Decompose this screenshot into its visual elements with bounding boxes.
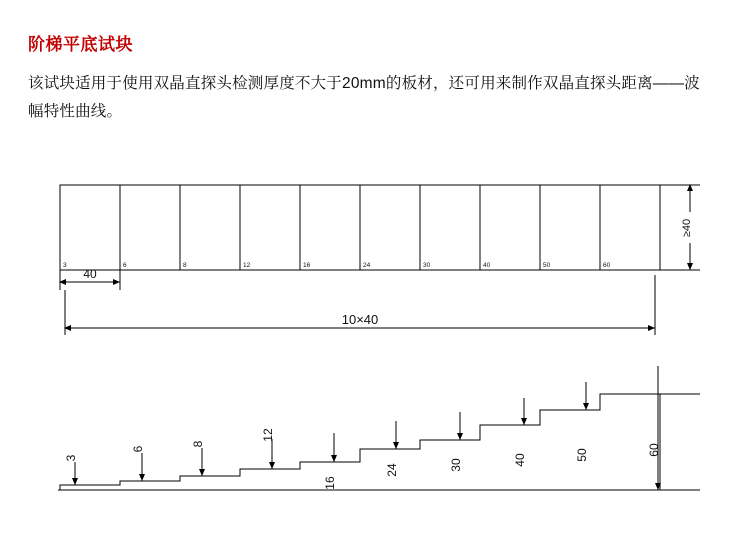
step-block-figure — [0, 150, 750, 550]
plan-step-number: 12 — [243, 262, 251, 269]
plan-step-numbers — [63, 262, 611, 269]
elevation-height-label: 30 — [449, 458, 463, 472]
plan-step-number: 3 — [63, 262, 67, 269]
elevation-height-label: 8 — [191, 440, 205, 448]
page-title: 阶梯平底试块 — [28, 35, 133, 54]
elevation-view — [58, 394, 700, 490]
plan-pitch-label: 40 — [83, 267, 97, 281]
plan-step-number: 60 — [603, 262, 611, 269]
elevation-height-labels — [64, 428, 661, 490]
elevation-height-label: 6 — [131, 445, 145, 453]
plan-step-number: 24 — [363, 262, 371, 269]
figure-svg — [0, 150, 750, 550]
plan-height-dimension — [660, 185, 700, 270]
description-paragraph: 该试块适用于使用双晶直探头检测厚度不大于20mm的板材，还可用来制作双晶直探头距离——波幅特性曲线。 — [28, 75, 700, 120]
elevation-height-label: 16 — [323, 476, 337, 490]
plan-overall-label: 10×40 — [341, 312, 379, 327]
elevation-height-label: 60 — [647, 443, 661, 457]
elevation-height-label: 12 — [261, 428, 275, 442]
elevation-profile — [60, 394, 660, 490]
plan-step-number: 16 — [303, 262, 311, 269]
elevation-height-label: 24 — [385, 463, 399, 477]
plan-step-number: 50 — [543, 262, 551, 269]
elevation-height-label: 3 — [64, 454, 78, 462]
plan-step-number: 40 — [483, 262, 491, 269]
plan-step-number: 30 — [423, 262, 431, 269]
plan-step-number: 6 — [123, 262, 127, 269]
plan-view — [60, 185, 660, 270]
plan-height-label: ≥40 — [681, 218, 693, 238]
plan-step-number: 8 — [183, 262, 187, 269]
elevation-height-label: 40 — [513, 453, 527, 467]
elevation-height-label: 50 — [575, 448, 589, 462]
